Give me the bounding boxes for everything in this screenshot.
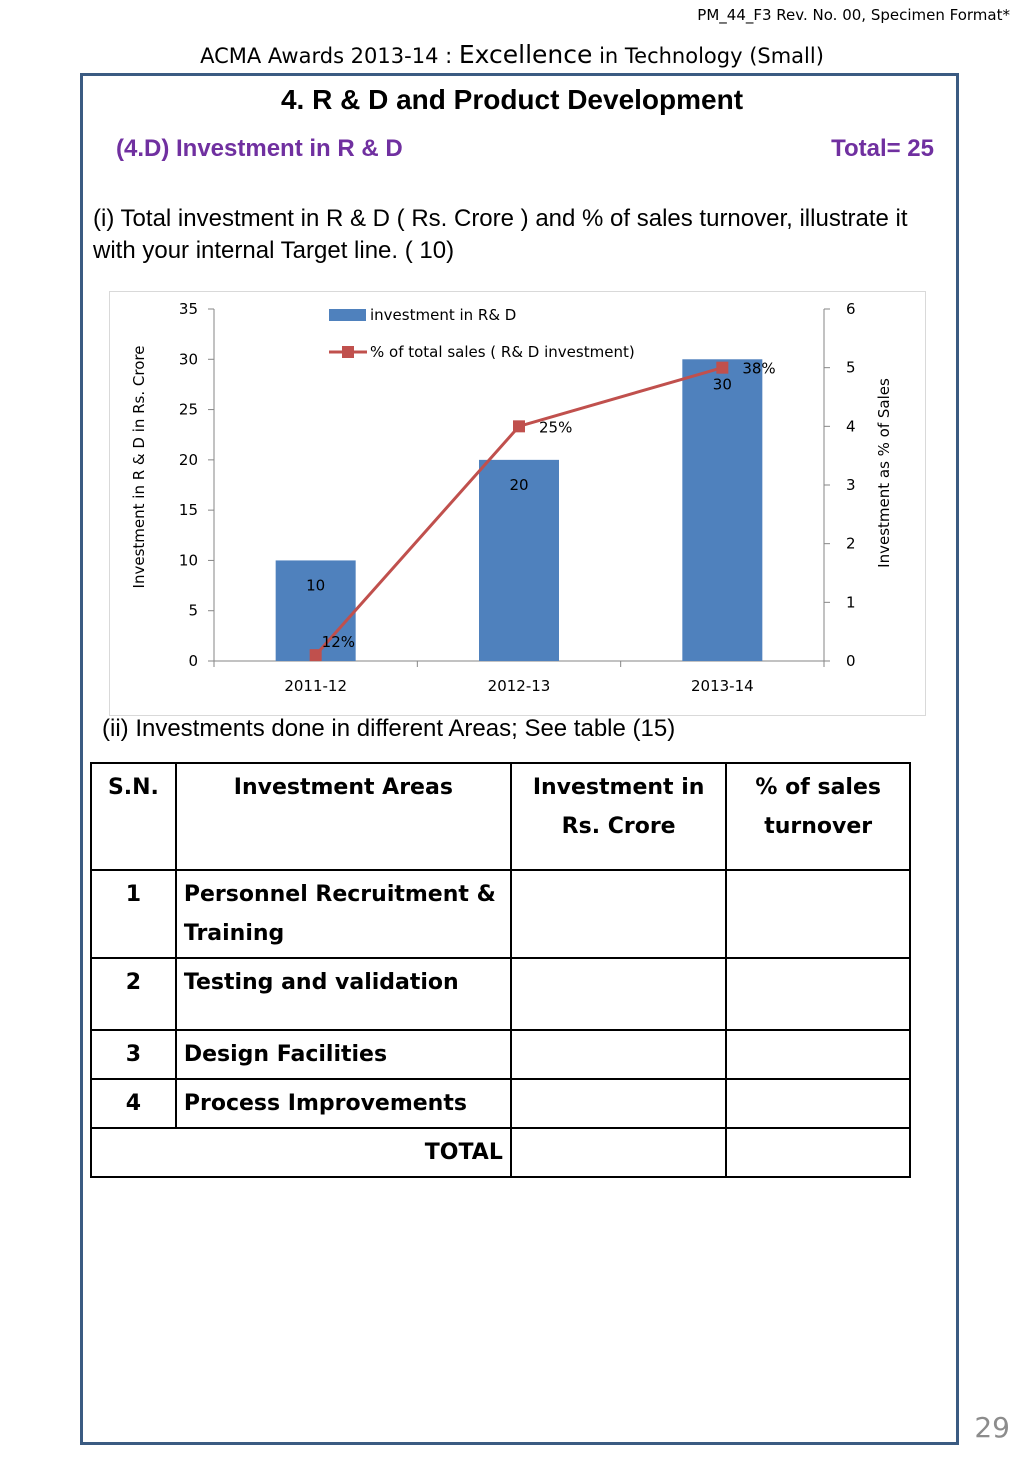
table-row bbox=[91, 1079, 910, 1128]
table-row bbox=[91, 870, 910, 958]
y-left-tick-label: 10 bbox=[178, 551, 198, 570]
row-percent-cell[interactable] bbox=[726, 870, 910, 958]
x-tick-label: 2013-14 bbox=[690, 677, 754, 695]
y-left-tick-label: 25 bbox=[178, 400, 198, 419]
row-sn: 2 bbox=[91, 958, 176, 1030]
chart-legend bbox=[329, 306, 635, 361]
legend-line-label: % of total sales ( R& D investment) bbox=[370, 343, 635, 361]
row-investment-cell[interactable] bbox=[511, 870, 727, 958]
y-right-tick-label: 4 bbox=[846, 417, 856, 436]
row-percent-cell[interactable] bbox=[726, 1079, 910, 1128]
line-marker bbox=[310, 649, 322, 661]
y-left-tick-label: 5 bbox=[188, 601, 198, 620]
row-area: Testing and validation bbox=[176, 958, 511, 1030]
bar-data-label: 30 bbox=[712, 375, 732, 394]
header-percent-sales: % of sales turnover bbox=[726, 763, 910, 870]
header-part-3: in Technology (Small) bbox=[592, 44, 824, 68]
y-axis-left-title: Investment in R & D in Rs. Crore bbox=[130, 345, 148, 589]
line-data-label: 38% bbox=[742, 359, 776, 378]
row-sn: 1 bbox=[91, 870, 176, 958]
table-row bbox=[91, 958, 910, 1030]
y-right-tick-label: 6 bbox=[846, 300, 856, 318]
total-investment-cell[interactable] bbox=[511, 1128, 727, 1177]
row-area: Design Facilities bbox=[176, 1030, 511, 1079]
total-percent-cell[interactable] bbox=[726, 1128, 910, 1177]
investment-chart bbox=[110, 292, 925, 715]
row-investment-cell[interactable] bbox=[511, 958, 727, 1030]
table-total-row bbox=[91, 1128, 910, 1177]
y-left-tick-label: 20 bbox=[178, 450, 198, 469]
y-right-tick-label: 2 bbox=[846, 534, 856, 553]
row-sn: 3 bbox=[91, 1030, 176, 1079]
y-right-tick-label: 5 bbox=[846, 358, 856, 377]
bar bbox=[682, 359, 762, 661]
legend-line-marker bbox=[342, 346, 354, 358]
table-row bbox=[91, 1030, 910, 1079]
x-tick-label: 2012-13 bbox=[487, 677, 551, 695]
subsection-title: (4.D) Investment in R & D bbox=[116, 135, 403, 162]
y-right-tick-label: 3 bbox=[846, 476, 856, 494]
bar-data-label: 10 bbox=[306, 576, 326, 595]
header-sn: S.N. bbox=[91, 763, 176, 870]
content-frame bbox=[80, 73, 959, 1445]
y-left-tick-label: 15 bbox=[178, 501, 198, 520]
legend-bar-label: investment in R& D bbox=[370, 306, 517, 324]
section-title: 4. R & D and Product Development bbox=[280, 84, 744, 115]
page-number: 29 bbox=[974, 1411, 1010, 1444]
question-ii: (ii) Investments done in different Areas; See table (15) bbox=[102, 715, 676, 742]
chart-area bbox=[109, 291, 926, 716]
row-investment-cell[interactable] bbox=[511, 1030, 727, 1079]
y-left-tick-label: 30 bbox=[178, 350, 198, 369]
row-area: Personnel Recruitment & Training bbox=[176, 870, 511, 958]
row-percent-cell[interactable] bbox=[726, 958, 910, 1030]
table-header-row bbox=[91, 763, 910, 870]
question-i: (i) Total investment in R & D ( Rs. Crore ) and % of sales turnover, illustrate it with your internal Target line. ( 10) bbox=[93, 205, 908, 264]
total-label: TOTAL bbox=[91, 1128, 511, 1177]
y-left-tick-label: 35 bbox=[178, 300, 198, 318]
header-part-1: ACMA Awards 2013-14 : bbox=[200, 44, 459, 68]
row-area: Process Improvements bbox=[176, 1079, 511, 1128]
row-sn: 4 bbox=[91, 1079, 176, 1128]
header-part-2: Excellence bbox=[458, 40, 593, 69]
document-code: PM_44_F3 Rev. No. 00, Specimen Format* bbox=[697, 6, 1010, 24]
header-investment-crore: Investment in Rs. Crore bbox=[511, 763, 727, 870]
y-left-tick-label: 0 bbox=[188, 652, 198, 670]
row-investment-cell[interactable] bbox=[511, 1079, 727, 1128]
page-header bbox=[0, 40, 1024, 69]
total-score: Total= 25 bbox=[831, 135, 934, 162]
bar-data-label: 20 bbox=[509, 475, 529, 494]
y-right-tick-label: 1 bbox=[846, 593, 856, 612]
x-tick-label: 2011-12 bbox=[284, 677, 348, 695]
header-investment-areas: Investment Areas bbox=[176, 763, 511, 870]
investment-areas-table bbox=[90, 762, 911, 1178]
line-data-label: 25% bbox=[539, 418, 573, 437]
row-percent-cell[interactable] bbox=[726, 1030, 910, 1079]
line-marker bbox=[716, 362, 728, 374]
line-marker bbox=[513, 420, 525, 432]
y-axis-right-title: Investment as % of Sales bbox=[875, 378, 893, 568]
y-right-tick-label: 0 bbox=[846, 652, 856, 670]
line-data-label: 12% bbox=[321, 633, 356, 652]
legend-bar-swatch bbox=[329, 309, 366, 321]
